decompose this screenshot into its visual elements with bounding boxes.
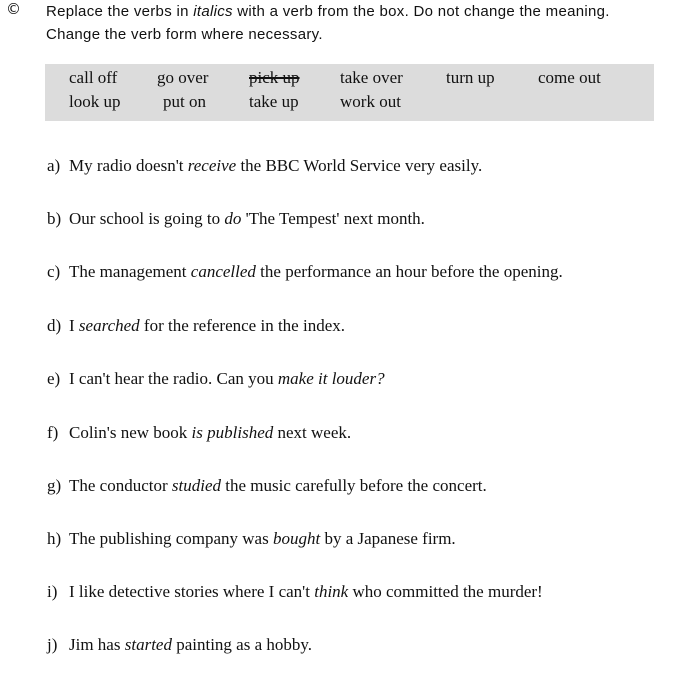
sentence-text: I can't hear the radio. Can you xyxy=(69,369,278,388)
word-pick-up-struck: pick up xyxy=(249,68,300,87)
sentence-letter: g) xyxy=(47,476,62,495)
sentence-text: Our school is going to xyxy=(69,209,225,228)
word-turn-up: turn up xyxy=(446,68,495,87)
instruction-text-start: Replace the verbs in xyxy=(46,3,194,20)
sentence-text: Jim has xyxy=(69,635,125,654)
sentence-letter: c) xyxy=(47,262,61,281)
sentence-letter: j) xyxy=(47,635,58,654)
sentence-text: I like detective stories where I can't xyxy=(69,582,315,601)
sentence-text: painting as a hobby. xyxy=(171,635,313,654)
sentence-text: The publishing company was xyxy=(69,529,273,548)
sentence-i xyxy=(47,582,543,602)
sentence-letter: h) xyxy=(47,529,62,548)
word-go-over: go over xyxy=(157,68,209,87)
word-take-over: take over xyxy=(340,68,403,87)
sentence-text: The conductor xyxy=(69,476,172,495)
sentence-c xyxy=(47,262,563,282)
sentence-text: by a Japanese firm. xyxy=(320,529,456,548)
sentence-text: the music carefully before the concert. xyxy=(221,476,487,495)
word-put-on: put on xyxy=(163,92,206,111)
sentence-letter: f) xyxy=(47,423,59,442)
sentence-b xyxy=(47,209,425,229)
sentence-letter: a) xyxy=(47,156,61,175)
sentence-italic-verb: studied xyxy=(171,476,222,495)
sentence-f xyxy=(47,423,351,443)
sentence-letter: e) xyxy=(47,369,61,388)
word-work-out: work out xyxy=(340,92,401,111)
sentence-italic-verb: is published xyxy=(191,423,274,442)
sentence-e xyxy=(47,369,385,389)
sentence-letter: i) xyxy=(47,582,58,601)
sentence-italic-verb: searched xyxy=(78,316,140,335)
word-box xyxy=(45,64,654,121)
sentence-text: the performance an hour before the opening. xyxy=(255,262,563,281)
sentence-italic-verb: do xyxy=(224,209,242,228)
sentence-text: next week. xyxy=(273,423,352,442)
sentence-italic-verb: cancelled xyxy=(190,262,256,281)
sentence-j xyxy=(47,635,312,655)
exercise-instruction xyxy=(46,0,656,46)
word-come-out: come out xyxy=(538,68,601,87)
sentence-italic-verb: make it louder? xyxy=(277,369,385,388)
sentence-italic-verb: think xyxy=(314,582,349,601)
sentence-letter: d) xyxy=(47,316,62,335)
word-take-up: take up xyxy=(249,92,299,111)
instruction-text-end: with a verb from the box. Do not change the meaning. Change the verb form where necessary. xyxy=(46,3,610,43)
sentence-text: 'The Tempest' next month. xyxy=(241,209,425,228)
sentence-g xyxy=(47,476,487,496)
word-call-off: call off xyxy=(69,68,118,87)
sentence-text: who committed the murder! xyxy=(348,582,543,601)
sentence-text: My radio doesn't xyxy=(69,156,188,175)
sentence-text: The management xyxy=(69,262,191,281)
sentence-italic-verb: bought xyxy=(272,529,321,548)
sentence-text: for the reference in the index. xyxy=(139,316,345,335)
sentence-text: Colin's new book xyxy=(69,423,192,442)
sentence-a xyxy=(47,156,482,176)
word-look-up: look up xyxy=(69,92,121,111)
sentence-text: I xyxy=(69,316,79,335)
sentence-d xyxy=(47,316,345,336)
copyright-marker: © xyxy=(6,0,21,18)
sentence-h xyxy=(47,529,456,549)
sentence-italic-verb: receive xyxy=(187,156,237,175)
sentence-letter: b) xyxy=(47,209,62,228)
sentence-italic-verb: started xyxy=(124,635,172,654)
instruction-italic-word: italics xyxy=(193,3,233,20)
sentence-text: the BBC World Service very easily. xyxy=(236,156,483,175)
